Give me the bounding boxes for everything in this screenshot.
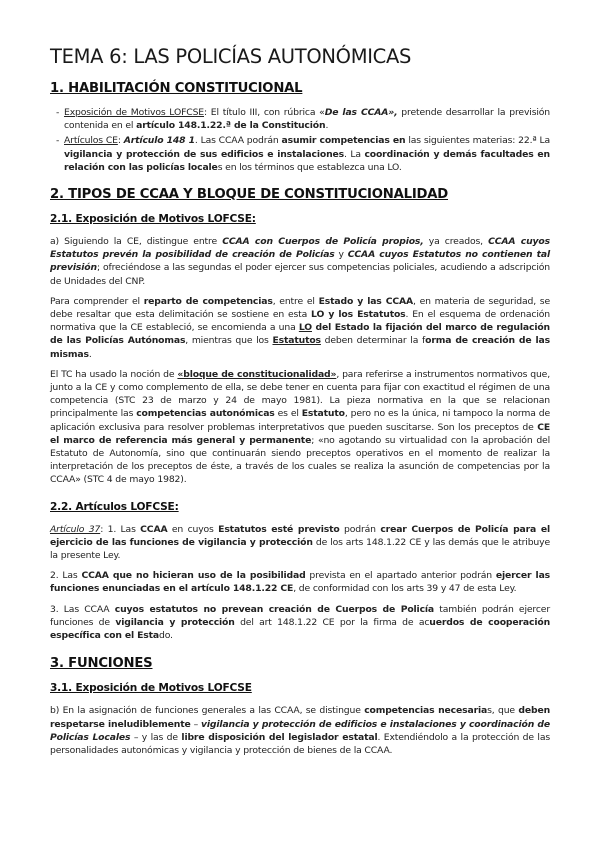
paragraph-articulo-37-3 (50, 603, 550, 643)
text-run: . La (344, 148, 365, 160)
text-run: – y las de (130, 731, 182, 743)
source-label: Artículos CE (64, 135, 118, 147)
emphasis-run: CCAA con Cuerpos de Policía propios, (222, 236, 424, 248)
bold-run: competencias necesaria (364, 705, 488, 717)
text-run: b) En la asignación de funciones generales a las CCAA, se distingue (50, 705, 365, 717)
bold-run: libre disposición del legislador estatal (181, 731, 378, 743)
text-run: , mientras que los (185, 335, 273, 347)
text-run: , de conformidad con los arts 39 y 47 de esta Ley. (293, 583, 517, 595)
text-run: El TC ha usado la noción de (50, 368, 178, 380)
emphasis-run: Artículo 148 1 (123, 135, 195, 147)
text-run: : (117, 135, 124, 147)
text-run: . En el esquema de ordenación normativa que la CE estableció, se encomienda a una (50, 309, 550, 334)
bold-run: LO y los Estatutos (311, 309, 406, 321)
bold-run: CCAA que no hicieran uso de la posibilidad (81, 570, 306, 582)
paragraph-articulo-37-2 (50, 569, 550, 595)
bold-run: Estatutos esté previsto (218, 523, 340, 535)
source-label: Artículo 37 (50, 523, 101, 535)
paragraph-bloque (50, 368, 550, 487)
bold-run: orma de creación de las mismas (50, 335, 550, 360)
text-run: : 1. Las (100, 523, 141, 535)
bold-run: Estatuto (301, 408, 345, 420)
bold-run: eben respetarse ineludiblemente (50, 705, 551, 730)
bold-run: Estatutos (272, 335, 321, 347)
text-run: podrán (339, 523, 381, 535)
text-run: deben determinar la f (320, 335, 426, 347)
bold-run: CE el marco de referencia más general y permanente (50, 421, 550, 446)
text-run: . (88, 348, 92, 360)
subsection-heading-exposicion: 2.1. Exposición de Motivos LOFCSE: (50, 213, 256, 226)
text-run: s en los términos que establezca una LO. (217, 161, 402, 173)
bold-run: competencias autonómicas (136, 408, 275, 420)
emphasis-run: vigilancia y protección de edificios e instalaciones y coordinación de Policías Locales (50, 718, 550, 743)
text-run: , entre el (272, 295, 319, 307)
text-run: , en materia de seguridad, se debe resaltar que esta delimitación se sostiene en esta (50, 295, 551, 321)
text-run: del art 148.1.22 CE por la firma de ac (234, 616, 430, 628)
emphasis-run: De las CCAA», (324, 107, 398, 118)
subsection-heading-funciones-exposicion: 3.1. Exposición de Motivos LOFCSE (50, 682, 252, 695)
section-heading-habilitacion: 1. HABILITACIÓN CONSTITUCIONAL (50, 81, 303, 96)
text-run: de los arts 148.1.22 CE y las demás que le atribuye la presente Ley. (50, 536, 550, 562)
text-run: – (190, 718, 202, 730)
text-run: las siguientes materias: 22.ª La (405, 135, 550, 147)
text-run: prevista en el apartado anterior podrán (305, 570, 496, 582)
text-run: . (325, 120, 329, 132)
text-run: 2. Las (50, 570, 82, 582)
bold-run: ejercer las funciones enunciadas en el artículo 148.1.22 CE (50, 570, 551, 595)
text-run: ; «no agotando su virtualidad con la aprobación del Estatuto de Autonomía, sino que continuarán siendo preceptos operativos en el momento de realizar la interpretación de los preceptos de éste, a través de los cuales se realiza la asunción de competencias por la CCAA» (STC 4 de mayo 1982). (50, 434, 551, 486)
bold-run: vigilancia y protección de sus edificios e instalaciones (64, 148, 344, 160)
page-title: TEMA 6: LAS POLICÍAS AUTONÓMICAS (50, 45, 412, 68)
paragraph-reparto (50, 295, 550, 361)
bold-run: del Estado la fijación del marco de regulación de las Policías Autónomas (50, 322, 550, 347)
bold-run: crear Cuerpos de Policía para el ejercicio de las funciones de vigilancia y protección (50, 523, 550, 548)
list-item-articulos-ce (64, 134, 550, 174)
text-run: . Las CCAA podrán (194, 135, 282, 147)
bold-run: uerdos de cooperación específica con el Esta (50, 616, 551, 642)
paragraph-tipos (50, 235, 550, 288)
bold-run: LO (298, 322, 312, 334)
text-run: : El título III, con rúbrica « (204, 107, 325, 118)
section-heading-funciones: 3. FUNCIONES (50, 656, 153, 672)
text-run: 3. Las CCAA (50, 603, 115, 615)
bold-run: CCAA (140, 523, 168, 535)
bold-run: coordinación y demás facultades en relación con las policías locale (64, 148, 550, 173)
bold-run: reparto de competencias (143, 295, 273, 307)
list-item-exposicion-motivos (64, 106, 550, 132)
text-run: ya creados, (423, 236, 489, 248)
text-run: en cuyos (167, 523, 219, 535)
emphasis-run: CCAA cuyos Estatutos prevén la posibilidad de creación de Policías (50, 236, 550, 261)
text-run: es el (274, 408, 302, 420)
source-label: Exposición de Motivos LOFCSE (64, 107, 205, 118)
bold-run: vigilancia y protección (115, 616, 235, 628)
text-run: . Extendiéndolo a la protección de las personalidades autonómicas y vigilancia y protección de bienes de la CCAA. (50, 731, 551, 756)
text-run: , para referirse a instrumentos normativos que, junto a la CE y como complemento de ella, se debe tener en cuenta para fijar con exactitud el régimen de una competencia (STC 23 de marzo y 24 de mayo 1981). La pieza normativa en la que se relacionan principalmente las (50, 368, 551, 420)
bold-run: «bloque de constitucionalidad» (177, 368, 337, 380)
subsection-heading-articulos: 2.2. Artículos LOFCSE: (50, 500, 179, 513)
text-run: Para comprender el (50, 295, 144, 307)
text-run: do. (158, 630, 173, 642)
section-heading-tipos-ccaa: 2. TIPOS DE CCAA Y BLOQUE DE CONSTITUCIONALIDAD (50, 187, 449, 203)
text-run: a) Siguiendo la CE, distingue entre (50, 236, 223, 248)
text-run: y (334, 249, 348, 261)
bold-run: artículo 148.1.22.ª de la Constitución (136, 120, 326, 132)
text-run: s, que (487, 705, 519, 717)
bold-run: d (518, 705, 525, 717)
bold-run: asumir competencias en (281, 135, 406, 147)
paragraph-articulo-37-1 (50, 523, 550, 563)
emphasis-run: CCAA cuyos Estatutos no contienen tal previsión (50, 249, 550, 274)
paragraph-funciones (50, 704, 550, 757)
text-run: pretende desarrollar la previsión contenida en el (64, 107, 551, 132)
bold-run: cuyos estatutos no prevean creación de Cuerpos de Policía (114, 603, 435, 615)
bold-run: Estado y las CCAA (318, 295, 414, 307)
habilitacion-list (50, 106, 550, 174)
text-run: , pero no es la única, ni tampoco la norma de aplicación exclusiva para resolver problemas interpretativos que pueden suscitarse. Son los preceptos de (50, 408, 551, 433)
text-run: también podrán ejercer funciones de (50, 603, 551, 628)
text-run: ; ofreciéndose a las segundas el poder ejercer sus competencias policiales, acudiendo a adscripción de Unidades del CNP. (50, 262, 550, 287)
